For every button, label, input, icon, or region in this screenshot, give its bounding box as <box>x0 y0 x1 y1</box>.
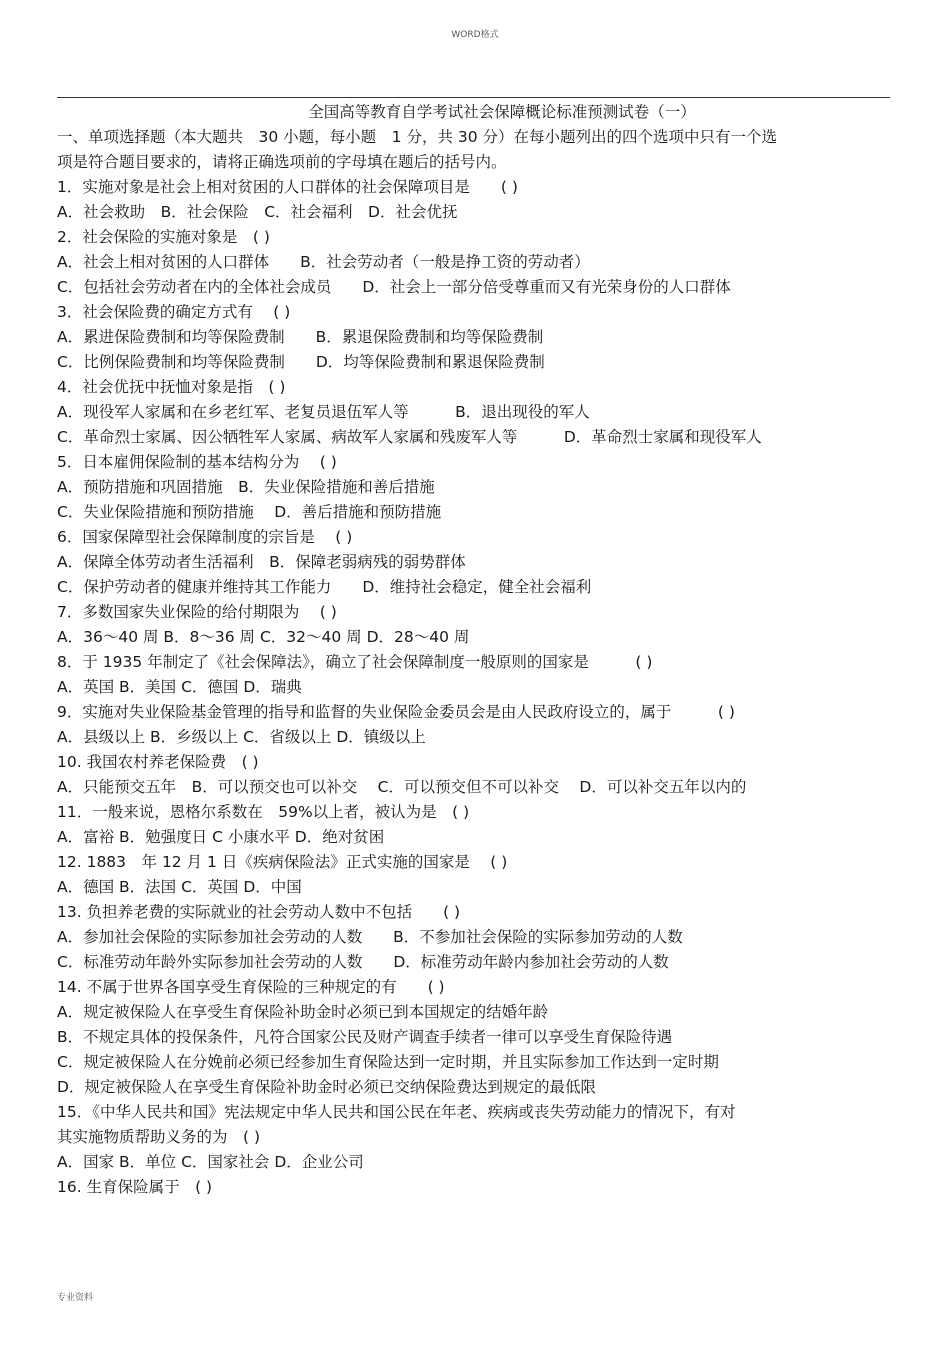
header-label: WORD格式 <box>451 30 499 40</box>
text-line: C．标准劳动年龄外实际参加社会劳动的人数 D．标准劳动年龄内参加社会劳动的人数 <box>57 953 669 971</box>
text-line: 一、单项选择题（本大题共 30 小题，每小题 1 分，共 30 分）在每小题列出的四个选项中只有一个选 <box>57 128 778 146</box>
text-line: A．累进保险费制和均等保险费制 B．累退保险费制和均等保险费制 <box>57 328 544 346</box>
text-line: C．失业保险措施和预防措施 D．善后措施和预防措施 <box>57 503 442 521</box>
text-line: B．不规定具体的投保条件，凡符合国家公民及财产调查手续者一律可以享受生育保险待遇 <box>57 1028 673 1046</box>
text-line: 15．《中华人民共和国》宪法规定中华人民共和国公民在年老、疾病或丧失劳动能力的情况下，有对 <box>57 1103 736 1121</box>
text-line: C．保护劳动者的健康并维持其工作能力 D．维持社会稳定，健全社会福利 <box>57 578 592 596</box>
text-line: C．规定被保险人在分娩前必须已经参加生育保险达到一定时期，并且实际参加工作达到一定时期 <box>57 1053 719 1071</box>
text-line: 7．多数国家失业保险的给付期限为 ( ) <box>57 603 337 621</box>
text-line: A．参加社会保险的实际参加社会劳动的人数 B．不参加社会保险的实际参加劳动的人数 <box>57 928 683 946</box>
text-line: 8．于 1935 年制定了《社会保障法》，确立了社会保障制度一般原则的国家是 ( ) <box>57 653 653 671</box>
text-line: A．富裕 B．勉强度日 C 小康水平 D．绝对贫困 <box>57 828 385 846</box>
document-body <box>57 100 897 1200</box>
footer-label: 专业资料 <box>57 1293 94 1303</box>
text-line: 5．日本雇佣保险制的基本结构分为 ( ) <box>57 453 337 471</box>
text-line: 16. 生育保险属于 ( ) <box>57 1178 213 1196</box>
text-line: A．36～40 周 B．8～36 周 C．32～40 周 D．28～40 周 <box>57 628 470 646</box>
text-line: A．只能预交五年 B．可以预交也可以补交 C．可以预交但不可以补交 D．可以补交五年以内的 <box>57 778 747 796</box>
text-line: 3．社会保险费的确定方式有 ( ) <box>57 303 291 321</box>
header-rule <box>57 97 890 98</box>
text-line: A．规定被保险人在享受生育保险补助金时必须已到本国规定的结婚年龄 <box>57 1003 549 1021</box>
text-line: 14. 不属于世界各国享受生育保险的三种规定的有 ( ) <box>57 978 445 996</box>
text-line: 2．社会保险的实施对象是 ( ) <box>57 228 270 246</box>
text-line: D．规定被保险人在享受生育保险补助金时必须已交纳保险费达到规定的最低限 <box>57 1078 596 1096</box>
text-line: 4．社会优抚中抚恤对象是指 ( ) <box>57 378 286 396</box>
document-title: 全国高等教育自学考试社会保障概论标准预测试卷（一） <box>308 103 696 121</box>
text-line: A．社会救助 B．社会保险 C．社会福利 D．社会优抚 <box>57 203 458 221</box>
text-line: A．英国 B．美国 C．德国 D．瑞典 <box>57 678 302 696</box>
text-line: 项是符合题目要求的，请将正确选项前的字母填在题后的括号内。 <box>57 153 507 171</box>
text-line: A．现役军人家属和在乡老红军、老复员退伍军人等 B．退出现役的军人 <box>57 403 590 421</box>
text-line: 12. 1883 年 12 月 1 日《疾病保险法》正式实施的国家是 ( ) <box>57 853 508 871</box>
text-line: 其实施物质帮助义务的为 ( ) <box>57 1128 261 1146</box>
text-line: A．国家 B．单位 C．国家社会 D．企业公司 <box>57 1153 364 1171</box>
text-line: C．包括社会劳动者在内的全体社会成员 D．社会上一部分倍受尊重而又有光荣身份的人口群体 <box>57 278 731 296</box>
text-line: 11．一般来说，恩格尔系数在 59%以上者，被认为是 ( ) <box>57 803 470 821</box>
text-line: A．县级以上 B．乡级以上 C．省级以上 D．镇级以上 <box>57 728 426 746</box>
text-line: C．革命烈士家属、因公牺牲军人家属、病故军人家属和残废军人等 D．革命烈士家属和现役军人 <box>57 428 762 446</box>
text-line: 1．实施对象是社会上相对贫困的人口群体的社会保障项目是 ( ) <box>57 178 518 196</box>
text-line: C．比例保险费制和均等保险费制 D．均等保险费制和累退保险费制 <box>57 353 545 371</box>
text-line: 6．国家保障型社会保障制度的宗旨是 ( ) <box>57 528 353 546</box>
text-line: A．社会上相对贫困的人口群体 B．社会劳动者（一般是挣工资的劳动者） <box>57 253 590 271</box>
text-line: A．德国 B．法国 C．英国 D．中国 <box>57 878 302 896</box>
text-line: 10. 我国农村养老保险费 ( ) <box>57 753 259 771</box>
question-lines <box>57 125 897 1200</box>
text-line: 9．实施对失业保险基金管理的指导和监督的失业保险金委员会是由人民政府设立的，属于 ( ) <box>57 703 735 721</box>
text-line: 13. 负担养老费的实际就业的社会劳动人数中不包括 ( ) <box>57 903 461 921</box>
text-line: A．保障全体劳动者生活福利 B．保障老弱病残的弱势群体 <box>57 553 466 571</box>
text-line: A．预防措施和巩固措施 B．失业保险措施和善后措施 <box>57 478 435 496</box>
